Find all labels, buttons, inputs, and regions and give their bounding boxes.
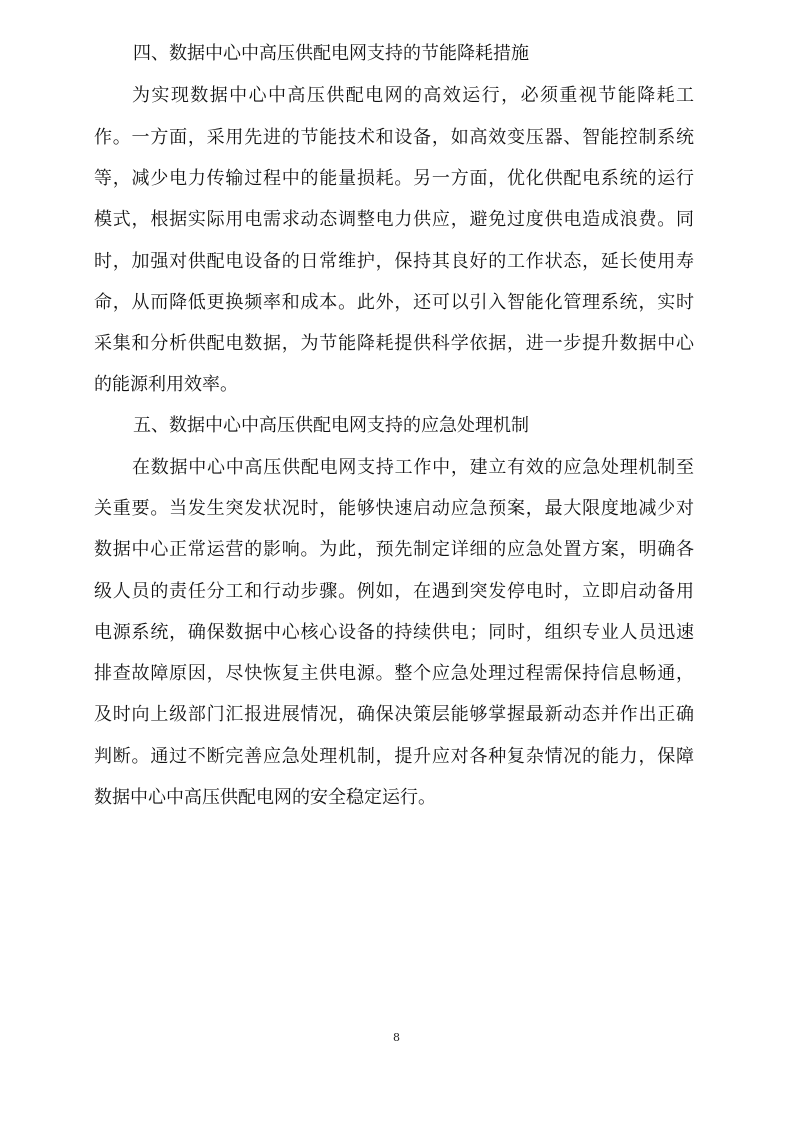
paragraph-line: 电源系统，确保数据中心核心设备的持续供电；同时，组织专业人员迅速 [94,622,694,643]
paragraph-line: 采集和分析供配电数据，为节能降耗提供科学依据，进一步提升数据中心 [94,333,694,354]
paragraph-line: 数据中心正常运营的影响。为此，预先制定详细的应急处置方案，明确各 [94,539,694,560]
paragraph-line: 判断。通过不断完善应急处理机制，提升应对各种复杂情况的能力，保障 [94,746,694,767]
paragraph-line: 作。一方面，采用先进的节能技术和设备，如高效变压器、智能控制系统 [94,127,694,148]
paragraph-line: 时，加强对供配电设备的日常维护，保持其良好的工作状态，延长使用寿 [94,251,694,272]
paragraph-line: 级人员的责任分工和行动步骤。例如，在遇到突发停电时，立即启动备用 [94,581,694,602]
paragraph-line: 数据中心中高压供配电网的安全稳定运行。 [94,787,436,808]
paragraph-line: 在数据中心中高压供配电网支持工作中，建立有效的应急处理机制至 [132,457,694,478]
paragraph-line: 模式，根据实际用电需求动态调整电力供应，避免过度供电造成浪费。同 [94,209,694,230]
paragraph-line: 关重要。当发生突发状况时，能够快速启动应急预案，最大限度地减少对 [94,498,694,519]
paragraph-line: 等，减少电力传输过程中的能量损耗。另一方面，优化供配电系统的运行 [94,168,694,189]
page-number: 8 [393,1031,400,1044]
paragraph-line: 排查故障原因，尽快恢复主供电源。整个应急处理过程需保持信息畅通， [94,663,694,684]
paragraph-line: 的能源利用效率。 [94,374,238,395]
section-5-heading: 五、数据中心中高压供配电网支持的应急处理机制 [133,415,529,436]
paragraph-line: 为实现数据中心中高压供配电网的高效运行，必须重视节能降耗工 [132,85,694,106]
paragraph-line: 命，从而降低更换频率和成本。此外，还可以引入智能化管理系统，实时 [94,292,694,313]
section-4-heading: 四、数据中心中高压供配电网支持的节能降耗措施 [133,43,529,64]
paragraph-line: 及时向上级部门汇报进展情况，确保决策层能够掌握最新动态并作出正确 [94,704,694,725]
